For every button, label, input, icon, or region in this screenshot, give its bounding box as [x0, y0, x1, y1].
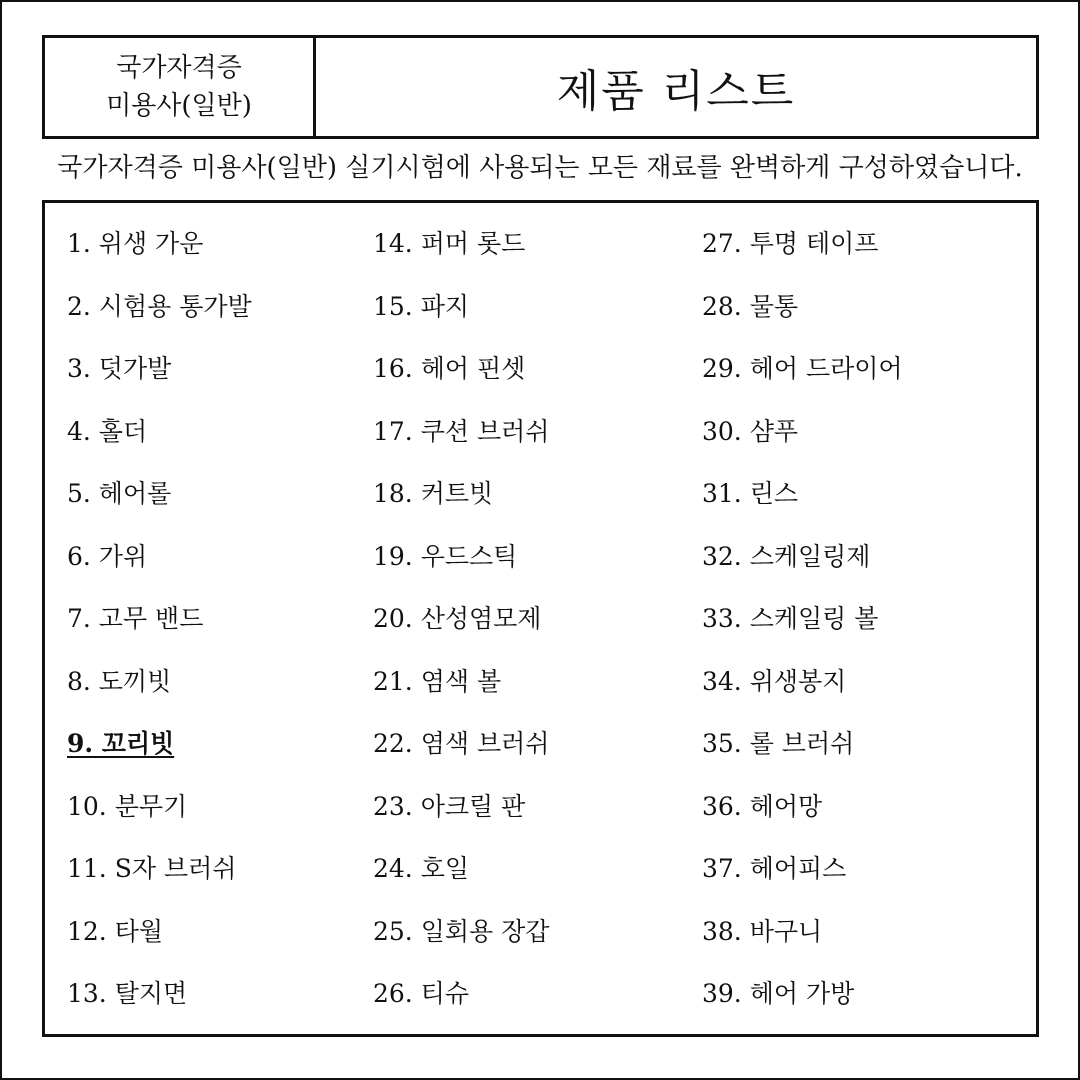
certification-label [45, 38, 316, 136]
list-item: 18. 커트빗 [373, 479, 494, 508]
list-item: 27. 투명 테이프 [702, 229, 879, 258]
list-item: 38. 바구니 [702, 916, 823, 946]
product-column-3 [702, 221, 903, 1034]
list-item: 20. 산성염모제 [373, 604, 542, 633]
list-item: 34. 위생봉지 [702, 666, 847, 696]
list-item: 14. 퍼머 롯드 [373, 229, 526, 258]
list-item: 15. 파지 [373, 291, 470, 321]
list-item: 33. 스케일링 볼 [702, 604, 879, 633]
list-item: 1. 위생 가운 [67, 229, 204, 258]
list-item-highlighted: 9. 꼬리빗 [67, 729, 175, 758]
description-text: 국가자격증 미용사(일반) 실기시험에 사용되는 모든 재료를 완벽하게 구성하였습니다. [57, 153, 1023, 183]
list-item: 36. 헤어망 [702, 791, 823, 821]
product-list [42, 200, 1039, 1037]
list-item: 4. 홀더 [67, 416, 148, 446]
list-item: 16. 헤어 핀셋 [373, 354, 526, 383]
list-item: 6. 가위 [67, 541, 148, 571]
list-item: 17. 쿠션 브러쉬 [373, 416, 550, 446]
header-box [42, 35, 1039, 139]
list-item: 30. 샴푸 [702, 416, 799, 446]
list-item: 10. 분무기 [67, 791, 188, 821]
list-item: 13. 탈지면 [67, 979, 188, 1008]
list-item: 24. 호일 [373, 854, 470, 883]
list-item: 3. 덧가발 [67, 354, 172, 383]
list-item: 39. 헤어 가방 [702, 979, 855, 1008]
list-item: 7. 고무 밴드 [67, 604, 204, 633]
list-item: 28. 물통 [702, 291, 799, 321]
page-title: 제품 리스트 [556, 66, 796, 117]
list-item: 32. 스케일링제 [702, 541, 871, 571]
certification-line-1: 국가자격증 [116, 53, 242, 83]
list-item: 21. 염색 볼 [373, 666, 502, 696]
product-column-2 [373, 221, 549, 1034]
list-item: 29. 헤어 드라이어 [702, 354, 903, 383]
list-item: 12. 타월 [67, 916, 164, 946]
list-item: 35. 롤 브러쉬 [702, 729, 855, 758]
list-item: 26. 티슈 [373, 979, 470, 1008]
list-item: 8. 도끼빗 [67, 666, 172, 696]
list-item: 22. 염색 브러쉬 [373, 729, 550, 758]
list-item: 37. 헤어피스 [702, 854, 847, 883]
certification-line-2: 미용사(일반) [106, 91, 252, 121]
list-item: 19. 우드스틱 [373, 541, 518, 571]
list-item: 2. 시험용 통가발 [67, 291, 252, 321]
list-item: 23. 아크릴 판 [373, 791, 526, 821]
list-item: 25. 일회용 장갑 [373, 916, 550, 946]
list-item: 31. 린스 [702, 479, 799, 508]
product-column-1 [67, 221, 252, 1034]
list-item: 5. 헤어롤 [67, 479, 172, 508]
list-item: 11. S자 브러쉬 [67, 854, 237, 883]
